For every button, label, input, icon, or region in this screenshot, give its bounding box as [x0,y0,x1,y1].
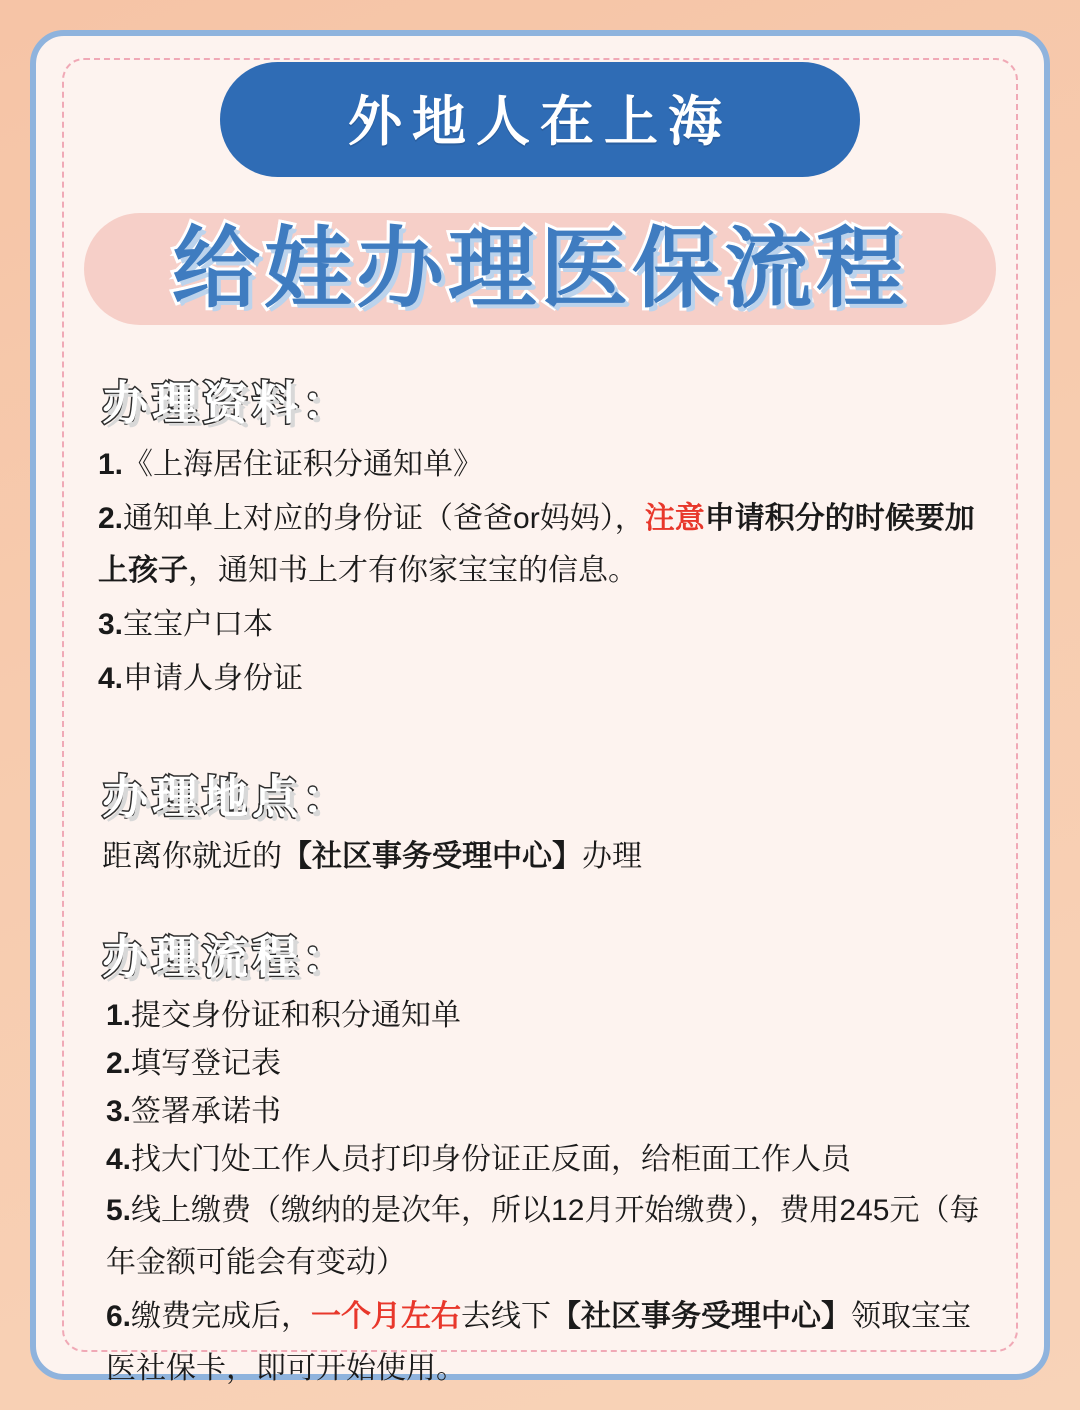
process-step-5-text: 线上缴费（缴纳的是次年，所以12月开始缴费），费用245元（每年金额可能会有变动） [106,1194,980,1279]
main-title: 给娃办理医保流程 [171,219,908,318]
section-heading-materials: 办理资料： [102,377,352,429]
material-item-1 [98,439,996,491]
material-item-2-num: 2. [98,502,124,535]
material-item-4 [98,653,996,705]
main-title-block [84,191,996,341]
process-step-1-num: 1. [106,999,132,1032]
process-step-6-num: 6. [106,1300,132,1333]
material-item-4-num: 4. [98,662,124,695]
material-item-2-highlight: 注意 [644,502,705,535]
material-item-1-text: 《上海居住证积分通知单》 [123,448,484,481]
material-item-1-num: 1. [98,448,124,481]
process-step-6-prefix: 缴费完成后， [131,1300,312,1333]
process-step-2-text: 填写登记表 [131,1047,282,1080]
process-step-1-text: 提交身份证和积分通知单 [131,999,462,1032]
process-step-2 [106,1041,996,1087]
process-step-6-center-name: 【社区事务受理中心】 [551,1300,852,1333]
process-step-2-num: 2. [106,1047,132,1080]
process-step-5 [106,1185,996,1289]
material-item-3 [98,599,996,651]
poster-content [84,50,996,1385]
process-step-4-text: 找大门处工作人员打印身份证正反面，给柜面工作人员 [131,1143,852,1176]
material-item-4-text: 申请人身份证 [123,662,304,695]
material-item-2-text: 通知单上对应的身份证（爸爸or妈妈）， [123,502,645,535]
process-step-3-num: 3. [106,1095,132,1128]
process-step-5-num: 5. [106,1194,132,1227]
material-item-2-tail: ，通知书上才有你家宝宝的信息。 [188,554,638,587]
section-heading-location: 办理地点： [102,771,352,823]
section-heading-process: 办理流程： [102,931,352,983]
top-pill-banner [220,62,860,177]
top-pill-label: 外地人在上海 [348,92,732,152]
material-item-3-text: 宝宝户口本 [123,608,274,641]
location-suffix: 办理 [582,840,642,873]
material-item-3-num: 3. [98,608,124,641]
process-step-3-text: 签署承诺书 [131,1095,282,1128]
location-prefix: 距离你就近的 [102,840,282,873]
process-step-6-middle: 去线下 [461,1300,552,1333]
process-step-6-suffix: 领取宝宝医社保卡，即可开始使用。 [106,1300,972,1385]
process-step-4 [106,1137,996,1183]
material-item-2 [98,493,996,597]
process-step-3 [106,1089,996,1135]
process-step-1 [106,993,996,1039]
process-step-6 [106,1291,996,1395]
location-line [102,833,996,881]
process-step-6-highlight: 一个月左右 [311,1300,462,1333]
process-step-4-num: 4. [106,1143,132,1176]
material-item-2-bold-tail: 申请积分的时候要加上孩子 [98,502,975,587]
location-center-name: 【社区事务受理中心】 [282,840,582,873]
